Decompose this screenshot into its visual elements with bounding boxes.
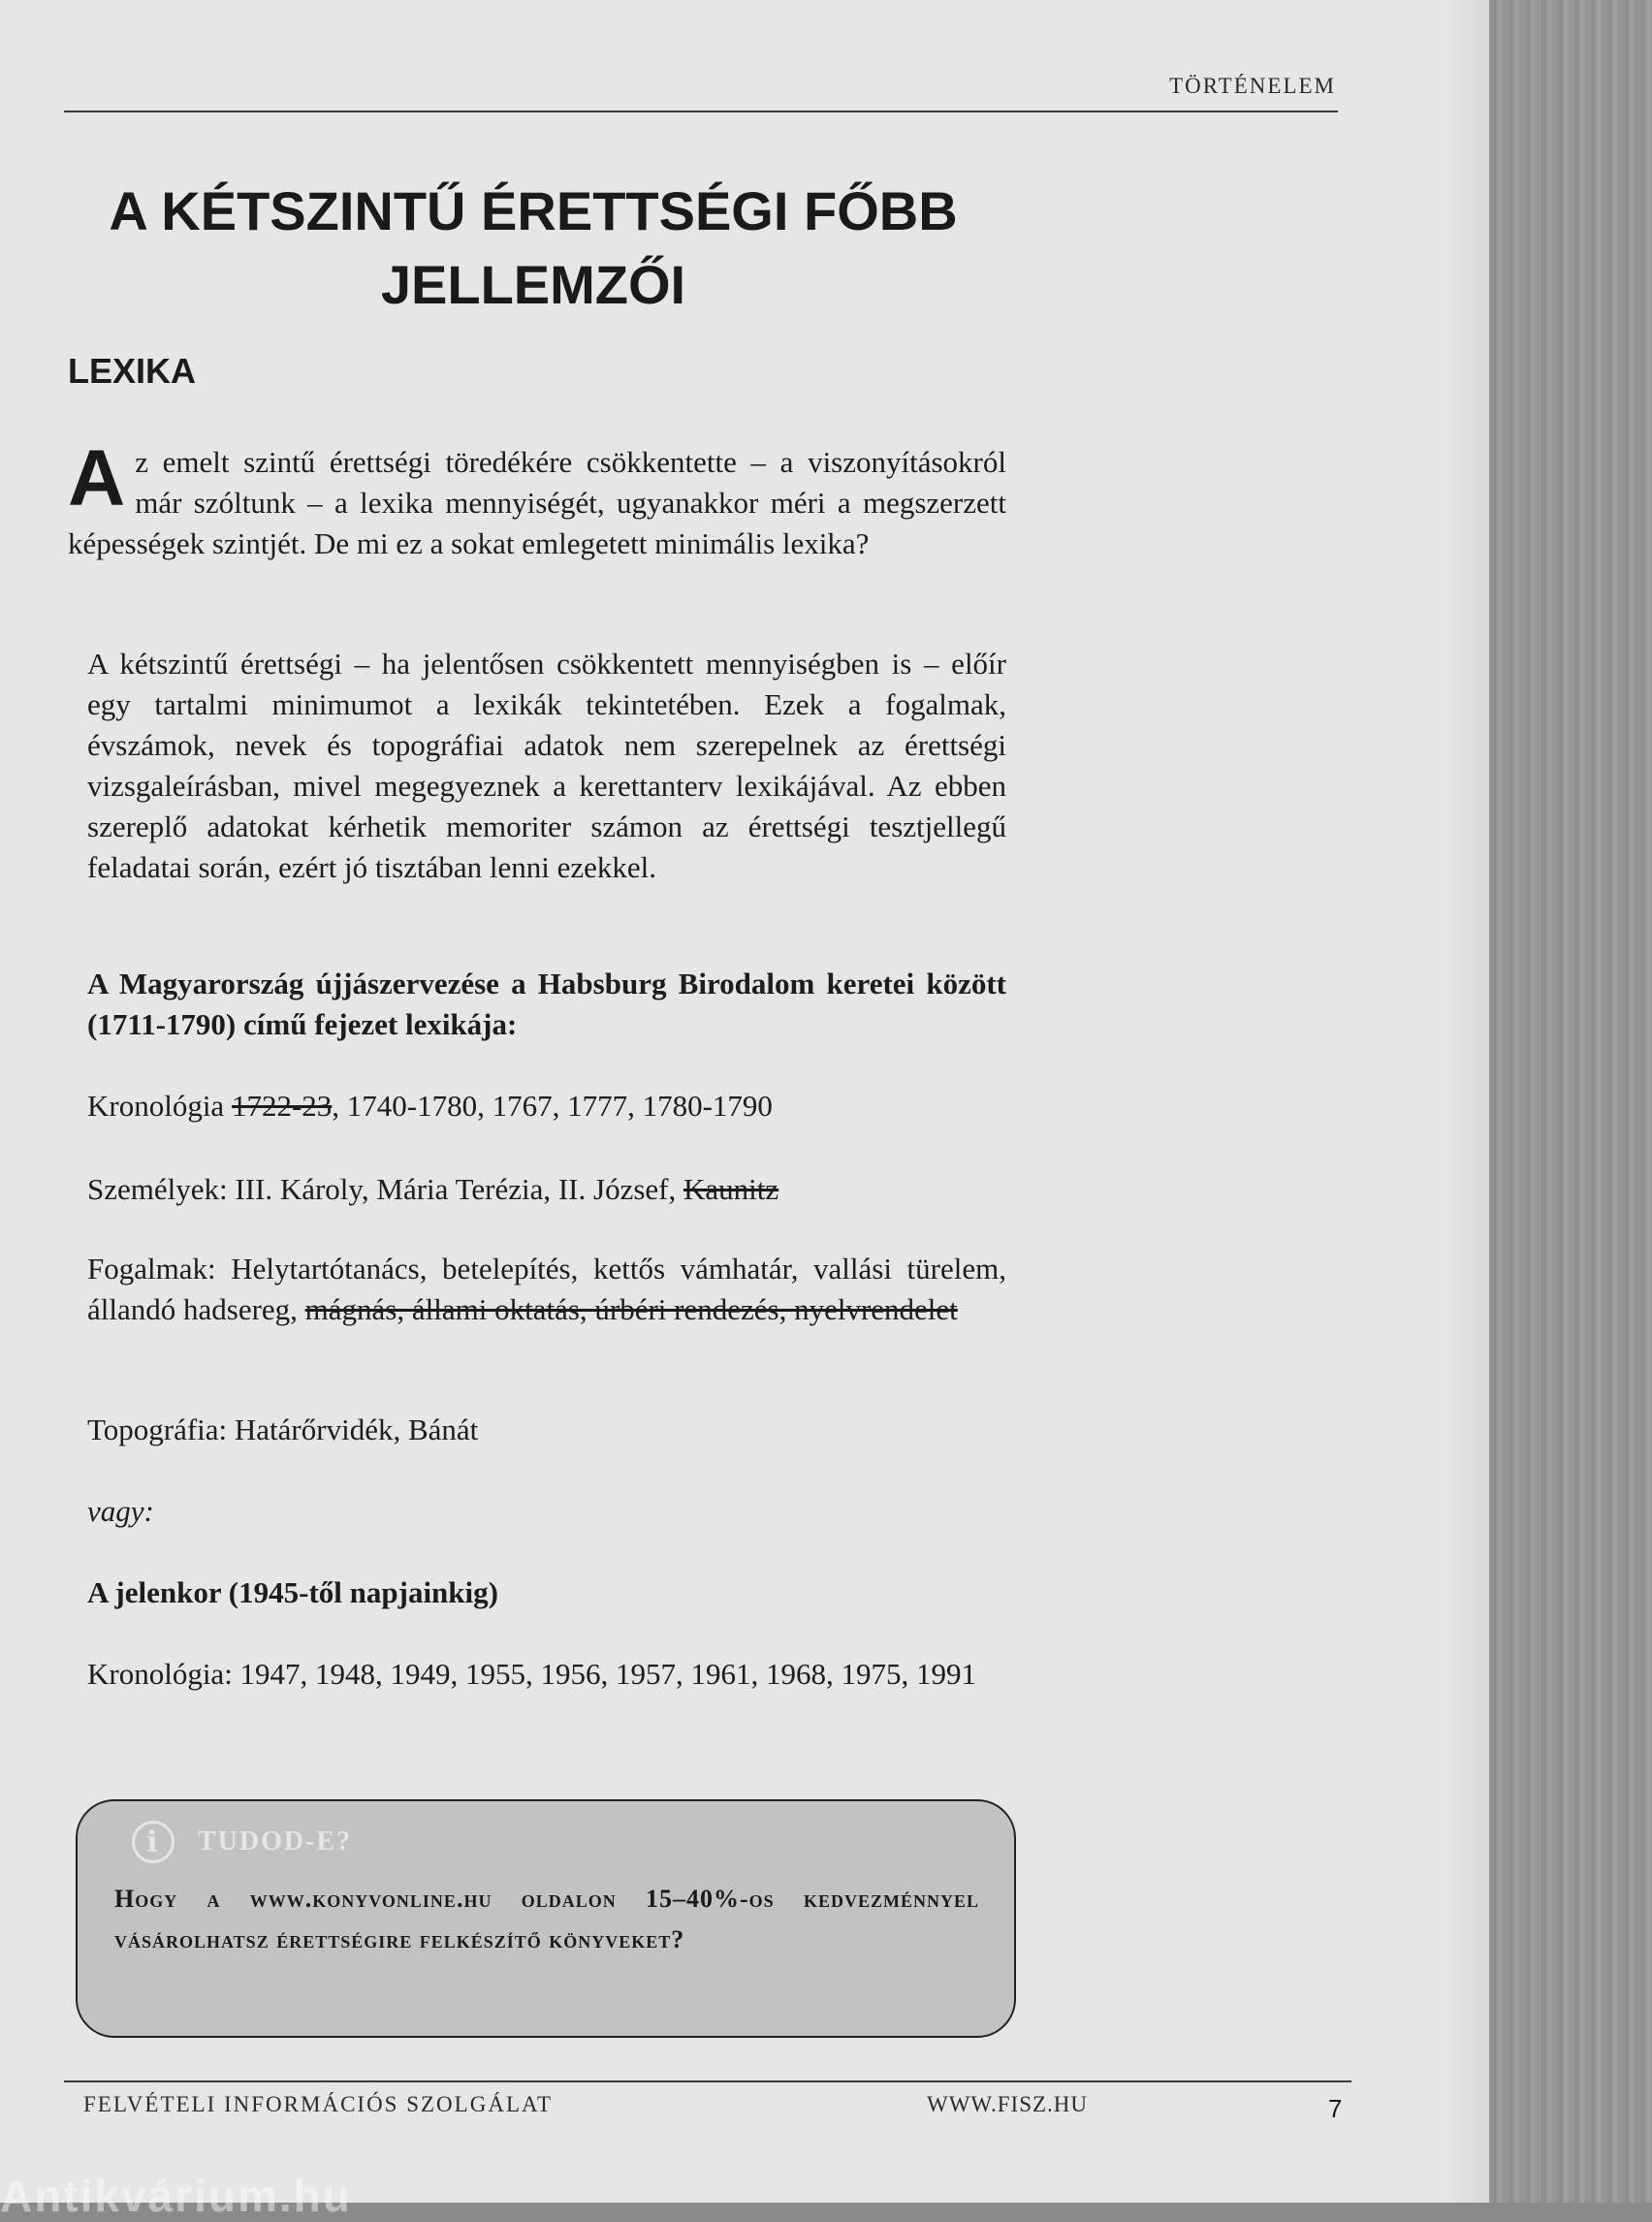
bottom-rule	[64, 2080, 1351, 2082]
struck-text: 1722-23	[231, 1089, 333, 1123]
footer-publisher: FELVÉTELI INFORMÁCIÓS SZOLGÁLAT	[83, 2092, 554, 2116]
page-number: 7	[1328, 2094, 1343, 2123]
chapter2-heading: A jelenkor (1945-től napjainkig)	[87, 1575, 498, 1609]
info-box-header	[132, 1821, 352, 1863]
title-line-1: A KÉTSZINTŰ ÉRETTSÉGI FŐBB	[109, 180, 958, 241]
footer-url: WWW.FISZ.HU	[927, 2092, 1089, 2116]
chapter1-persons: Személyek: III. Károly, Mária Terézia, II. József, Kaunitz	[87, 1172, 779, 1206]
top-rule	[64, 111, 1338, 112]
running-head: TÖRTÉNELEM	[1169, 74, 1336, 98]
title-line-2: JELLEMZŐI	[380, 254, 686, 315]
info-box-text: Hogy a www.konyvonline.hu oldalon 15–40%-os kedvezménnyel vásárolhatsz érettségire felkészítő könyveket?	[114, 1885, 979, 1953]
info-icon: i	[132, 1821, 175, 1863]
struck-text: Kaunitz	[683, 1172, 779, 1206]
chapter2-chronology: Kronológia: 1947, 1948, 1949, 1955, 1956, 1957, 1961, 1968, 1975, 1991	[87, 1657, 977, 1691]
section-heading: LEXIKA	[68, 351, 197, 391]
info-box	[76, 1799, 1016, 2038]
page-title	[68, 175, 999, 322]
watermark: Antikvárium.hu	[0, 2171, 352, 2221]
chapter1-heading: A Magyarország újjászervezése a Habsburg Birodalom keretei között (1711-1790) című fejezet lexikája:	[87, 967, 1006, 1041]
info-box-heading: TUDOD-E?	[198, 1826, 353, 1857]
intro-paragraph	[68, 434, 1006, 564]
chapter1-topography: Topográfia: Határőrvidék, Bánát	[87, 1413, 479, 1446]
chapter1-concepts: Fogalmak: Helytartótanács, betelepítés, kettős vámhatár, vallási türelem, állandó hadsereg, mágnás, állami oktatás, úrbéri rendezés, nyelvrendelet	[87, 1252, 1006, 1326]
or-label: vagy:	[87, 1494, 154, 1528]
struck-text: mágnás, állami oktatás, úrbéri rendezés, nyelvrendelet	[304, 1292, 958, 1326]
intro-text: z emelt szintű érettségi töredékére csökkentette – a viszonyításokról már szóltunk – a lexika mennyiségét, ugyanakkor méri a megszerzett képességek szintjét. De mi ez a sokat emlegetett minimális lexika?	[68, 445, 1006, 560]
chapter1-chronology: Kronológia 1722-23, 1740-1780, 1767, 1777, 1780-1790	[87, 1089, 773, 1123]
body-paragraph: A kétszintű érettségi – ha jelentősen csökkentett mennyiségben is – előír egy tartalmi minimumot a lexikák tekintetében. Ezek a fogalmak, évszámok, nevek és topográfiai adatok nem szerepelnek az érettségi vizsgaleírásban, mivel megegyeznek a kerettanterv lexikájával. Az ebben szereplő adatokat kérhetik memoriter számon az érettségi tesztjellegű feladatai során, ezért jó tisztában lenni ezekkel.	[87, 647, 1006, 884]
drop-cap: A	[68, 434, 126, 523]
page-edge	[1489, 0, 1652, 2203]
